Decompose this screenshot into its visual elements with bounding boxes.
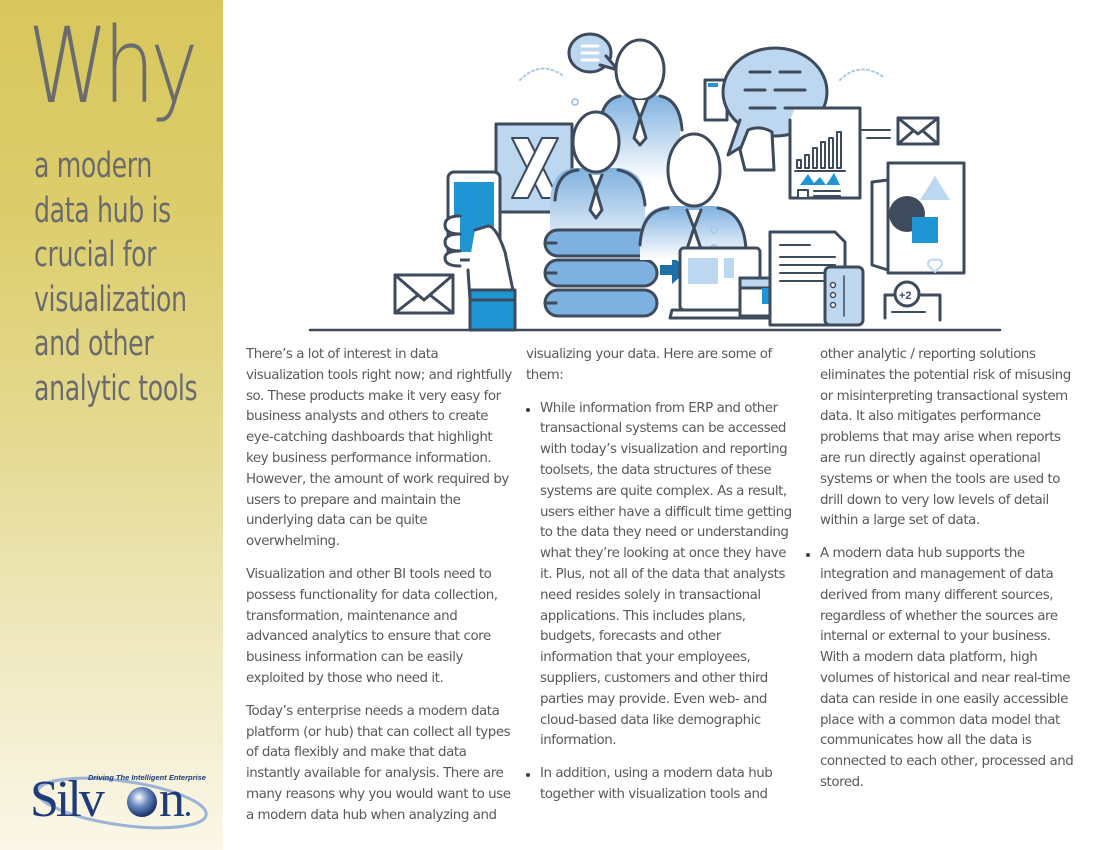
silvon-logo-icon xyxy=(22,758,212,843)
headline-why: Why xyxy=(28,5,194,127)
body-column-2 xyxy=(526,345,796,818)
small-chat-bubble-icon xyxy=(569,34,618,72)
body-column-3 xyxy=(806,345,1076,806)
subtitle-line: analytic tools xyxy=(34,368,198,409)
sidebar-panel xyxy=(0,0,223,850)
bullet-item: A modern data hub supports the integration and management of data derived from many different sources, regardless of whether the sources are internal or external to your business. With a modern data platform, high volumes of historical and near real-time data can reside in one easily accessible place with a common data model that communicates how all the data is connected to each other, processed and stored. xyxy=(806,544,1076,794)
laptop-icon xyxy=(670,248,785,318)
bullet-continuation: other analytic / reporting solutions eliminates the potential risk of misusing or misinterpreting transactional system data. It also mitigates performance problems that may arise when reports are run directly against operational systems or when the tools are used to drill down to very low levels of detail within a large set of data. xyxy=(820,347,1071,529)
tablet-icon xyxy=(825,267,863,325)
subtitle-line: a modern xyxy=(34,146,152,186)
paragraph: There’s a lot of interest in data visualization tools right now; and rightfully so. These products make it very easy for business analysts and others to create eye-catching dashboards that highlight key business performance information. However, the amount of work required by users to prepare and maintain the underlying data can be quite overwhelming. xyxy=(246,347,512,550)
paragraph: Today’s enterprise needs a modern data platform (or hub) that can collect all types of data flexibly and make that data instantly available for analysis. There are many reasons why you would want to use a modern data hub when analyzing and xyxy=(246,703,511,823)
logo-tagline: Driving The Intelligent Enterprise xyxy=(88,773,206,782)
envelope-icon-right xyxy=(898,118,938,144)
silvon-logo xyxy=(22,758,212,843)
bar-chart-icon xyxy=(790,108,860,198)
svg-text:+2: +2 xyxy=(899,290,912,302)
subtitle-line: crucial for xyxy=(34,235,157,275)
plus-two-badge-icon xyxy=(885,282,940,320)
paragraph: visualizing your data. Here are some of them: xyxy=(526,347,772,383)
svg-text:n: n xyxy=(159,771,185,828)
hero-illustration xyxy=(300,20,1010,335)
bullet-item: In addition, using a modern data hub together with visualization tools and xyxy=(526,764,796,806)
bullet-list xyxy=(806,345,1076,794)
subtitle-line: and other xyxy=(34,324,154,364)
paragraph: Visualization and other BI tools need to possess functionality for data collection, transformation, maintenance and advanced analytics to ensure that core business information can be easily exploited by those who need it. xyxy=(246,566,498,686)
bullet-item: While information from ERP and other transactional systems can be accessed with today’s visualization and reporting toolsets, the data structures of these systems are quite complex. As a result, users either have a difficult time getting to the data they need or understanding what they’re looking at once they have it. Plus, not all of the data that analysts need resides solely in transactional applications. This includes plans, budgets, forecasts and other information that your employees, suppliers, customers and other third parties may provide. Even web- and cloud-based data like demographic information. xyxy=(526,399,796,753)
body-column-1 xyxy=(246,345,516,839)
raised-hand-icon xyxy=(740,128,774,170)
subtitle-line: visualization xyxy=(34,279,187,320)
subtitle-line: data hub is xyxy=(34,190,171,231)
headline-subtitle xyxy=(34,144,197,411)
pie-chart-book-icon xyxy=(872,163,964,273)
bullet-list xyxy=(526,399,796,806)
envelope-icon xyxy=(395,275,453,313)
svg-text:Silv: Silv xyxy=(30,771,102,828)
